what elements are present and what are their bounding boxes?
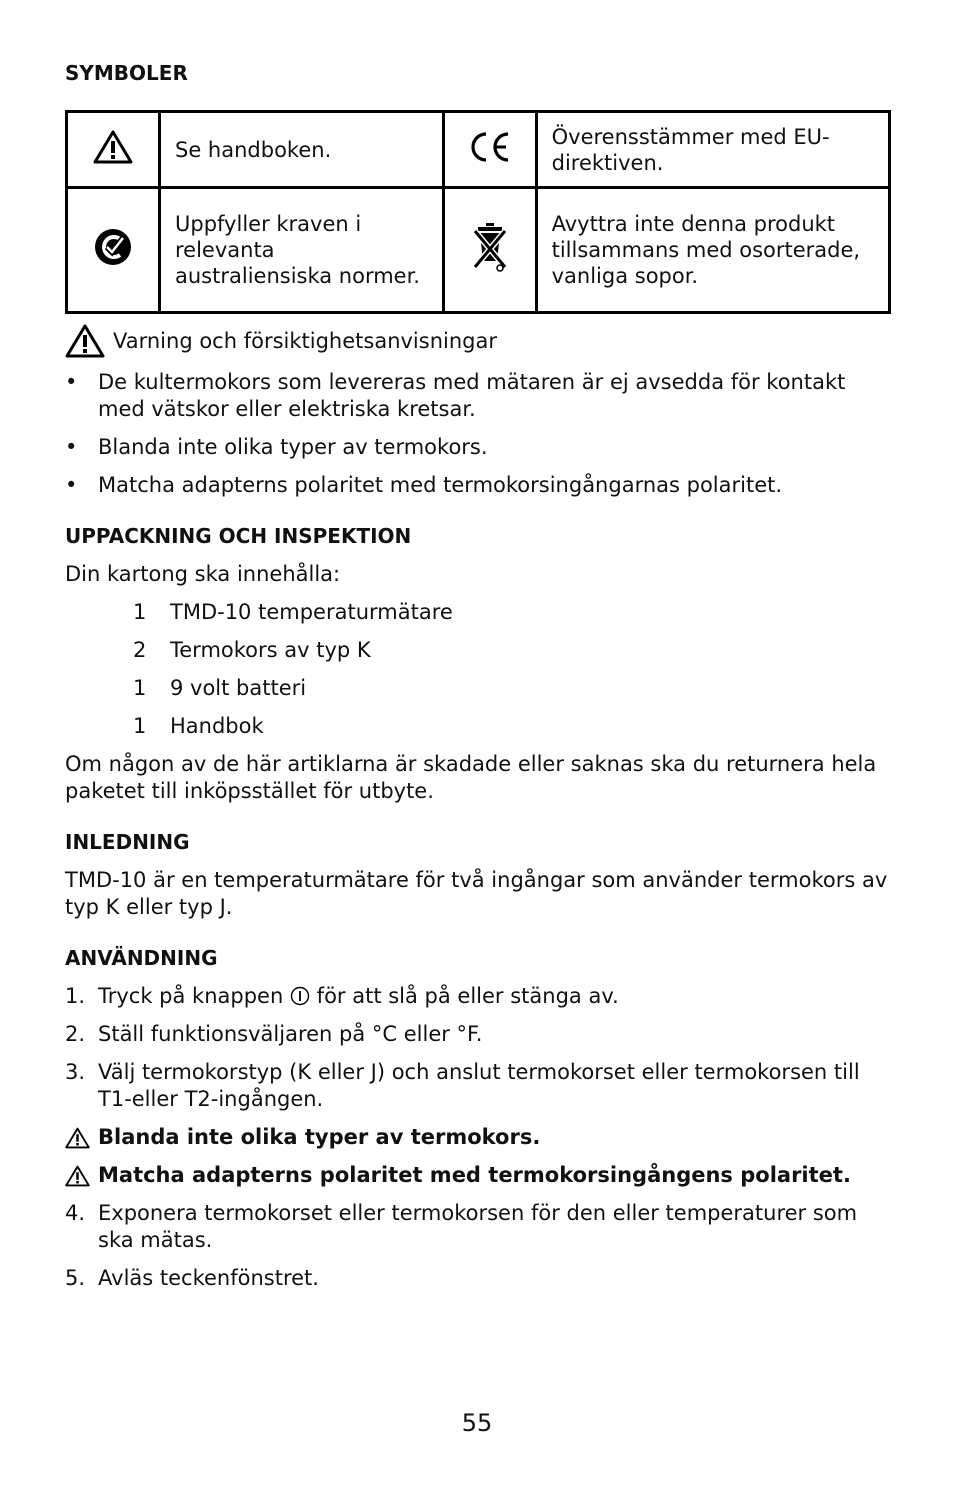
warning-list	[65, 369, 891, 499]
ce-mark-icon	[466, 130, 514, 164]
usage-warning: Matcha adapterns polaritet med termokorsingångens polaritet.	[65, 1162, 891, 1189]
list-item: • De kultermokors som levereras med mätaren är ej avsedda för kontakt med vätskor eller elektriska kretsar.	[65, 370, 846, 421]
symbol-cell	[67, 112, 160, 188]
intro-text: TMD-10 är en temperaturmätare för två ingångar som använder termokors av typ K eller typ J.	[65, 868, 888, 919]
list-item: 1 9 volt batteri	[133, 676, 307, 700]
symbol-cell	[443, 112, 536, 188]
contents-list	[65, 599, 891, 740]
warning-triangle-icon	[93, 130, 133, 164]
manual-page	[65, 60, 891, 1292]
crossed-bin-icon	[473, 221, 507, 273]
list-item: 1. Tryck på knappen för att slå på eller stänga av.	[65, 984, 619, 1008]
usage-warning: Blanda inte olika typer av termokors.	[65, 1124, 891, 1151]
symbol-cell	[67, 188, 160, 313]
symbol-cell	[443, 188, 536, 313]
c-tick-mark-icon	[93, 227, 133, 267]
warning-triangle-icon	[65, 324, 105, 358]
usage-steps-continued	[65, 1200, 891, 1292]
symbol-description: Se handboken.	[160, 112, 444, 188]
symbols-heading: SYMBOLER	[65, 61, 188, 85]
page-number: 55	[461, 1409, 493, 1437]
list-item: • Matcha adapterns polaritet med termokorsingångarnas polaritet.	[65, 473, 783, 497]
list-item: 1 TMD-10 temperaturmätare	[133, 600, 453, 624]
list-item: 1 Handbok	[133, 714, 264, 738]
usage-heading: ANVÄNDNING	[65, 946, 218, 970]
list-item: 4. Exponera termokorset eller termokorsen för den eller temperaturer som ska mätas.	[65, 1201, 858, 1252]
symbol-description: Uppfyller kraven i relevanta australiensiska normer.	[160, 188, 444, 313]
usage-steps	[65, 983, 891, 1113]
list-item: 2 Termokors av typ K	[133, 638, 371, 662]
unpacking-note: Om någon av de här artiklarna är skadade eller saknas ska du returnera hela paketet till inköpsstället för utbyte.	[65, 752, 877, 803]
warning-triangle-icon	[65, 1165, 90, 1187]
bullet-icon: •	[65, 370, 78, 394]
power-button-icon	[290, 986, 310, 1006]
symbol-description: Avyttra inte denna produkt tillsammans med osorterade, vanliga sopor.	[536, 188, 889, 313]
list-item: 5. Avläs teckenfönstret.	[65, 1266, 319, 1290]
bullet-icon: •	[65, 435, 78, 459]
warnings-title-text: Varning och försiktighetsanvisningar	[113, 328, 497, 353]
warnings-title	[65, 324, 891, 358]
table-row	[67, 112, 890, 188]
list-item: 3. Välj termokorstyp (K eller J) och anslut termokorset eller termokorsen till T1-eller T2-ingången.	[65, 1060, 860, 1111]
unpacking-heading: UPPACKNING OCH INSPEKTION	[65, 524, 412, 548]
intro-heading: INLEDNING	[65, 830, 190, 854]
symbols-table	[65, 110, 891, 314]
list-item: • Blanda inte olika typer av termokors.	[65, 435, 488, 459]
bullet-icon: •	[65, 473, 78, 497]
table-row	[67, 188, 890, 313]
unpacking-intro: Din kartong ska innehålla:	[65, 562, 341, 586]
warning-triangle-icon	[65, 1127, 90, 1149]
list-item: 2. Ställ funktionsväljaren på °C eller °F.	[65, 1022, 483, 1046]
symbol-description: Överensstämmer med EU-direktiven.	[536, 112, 889, 188]
